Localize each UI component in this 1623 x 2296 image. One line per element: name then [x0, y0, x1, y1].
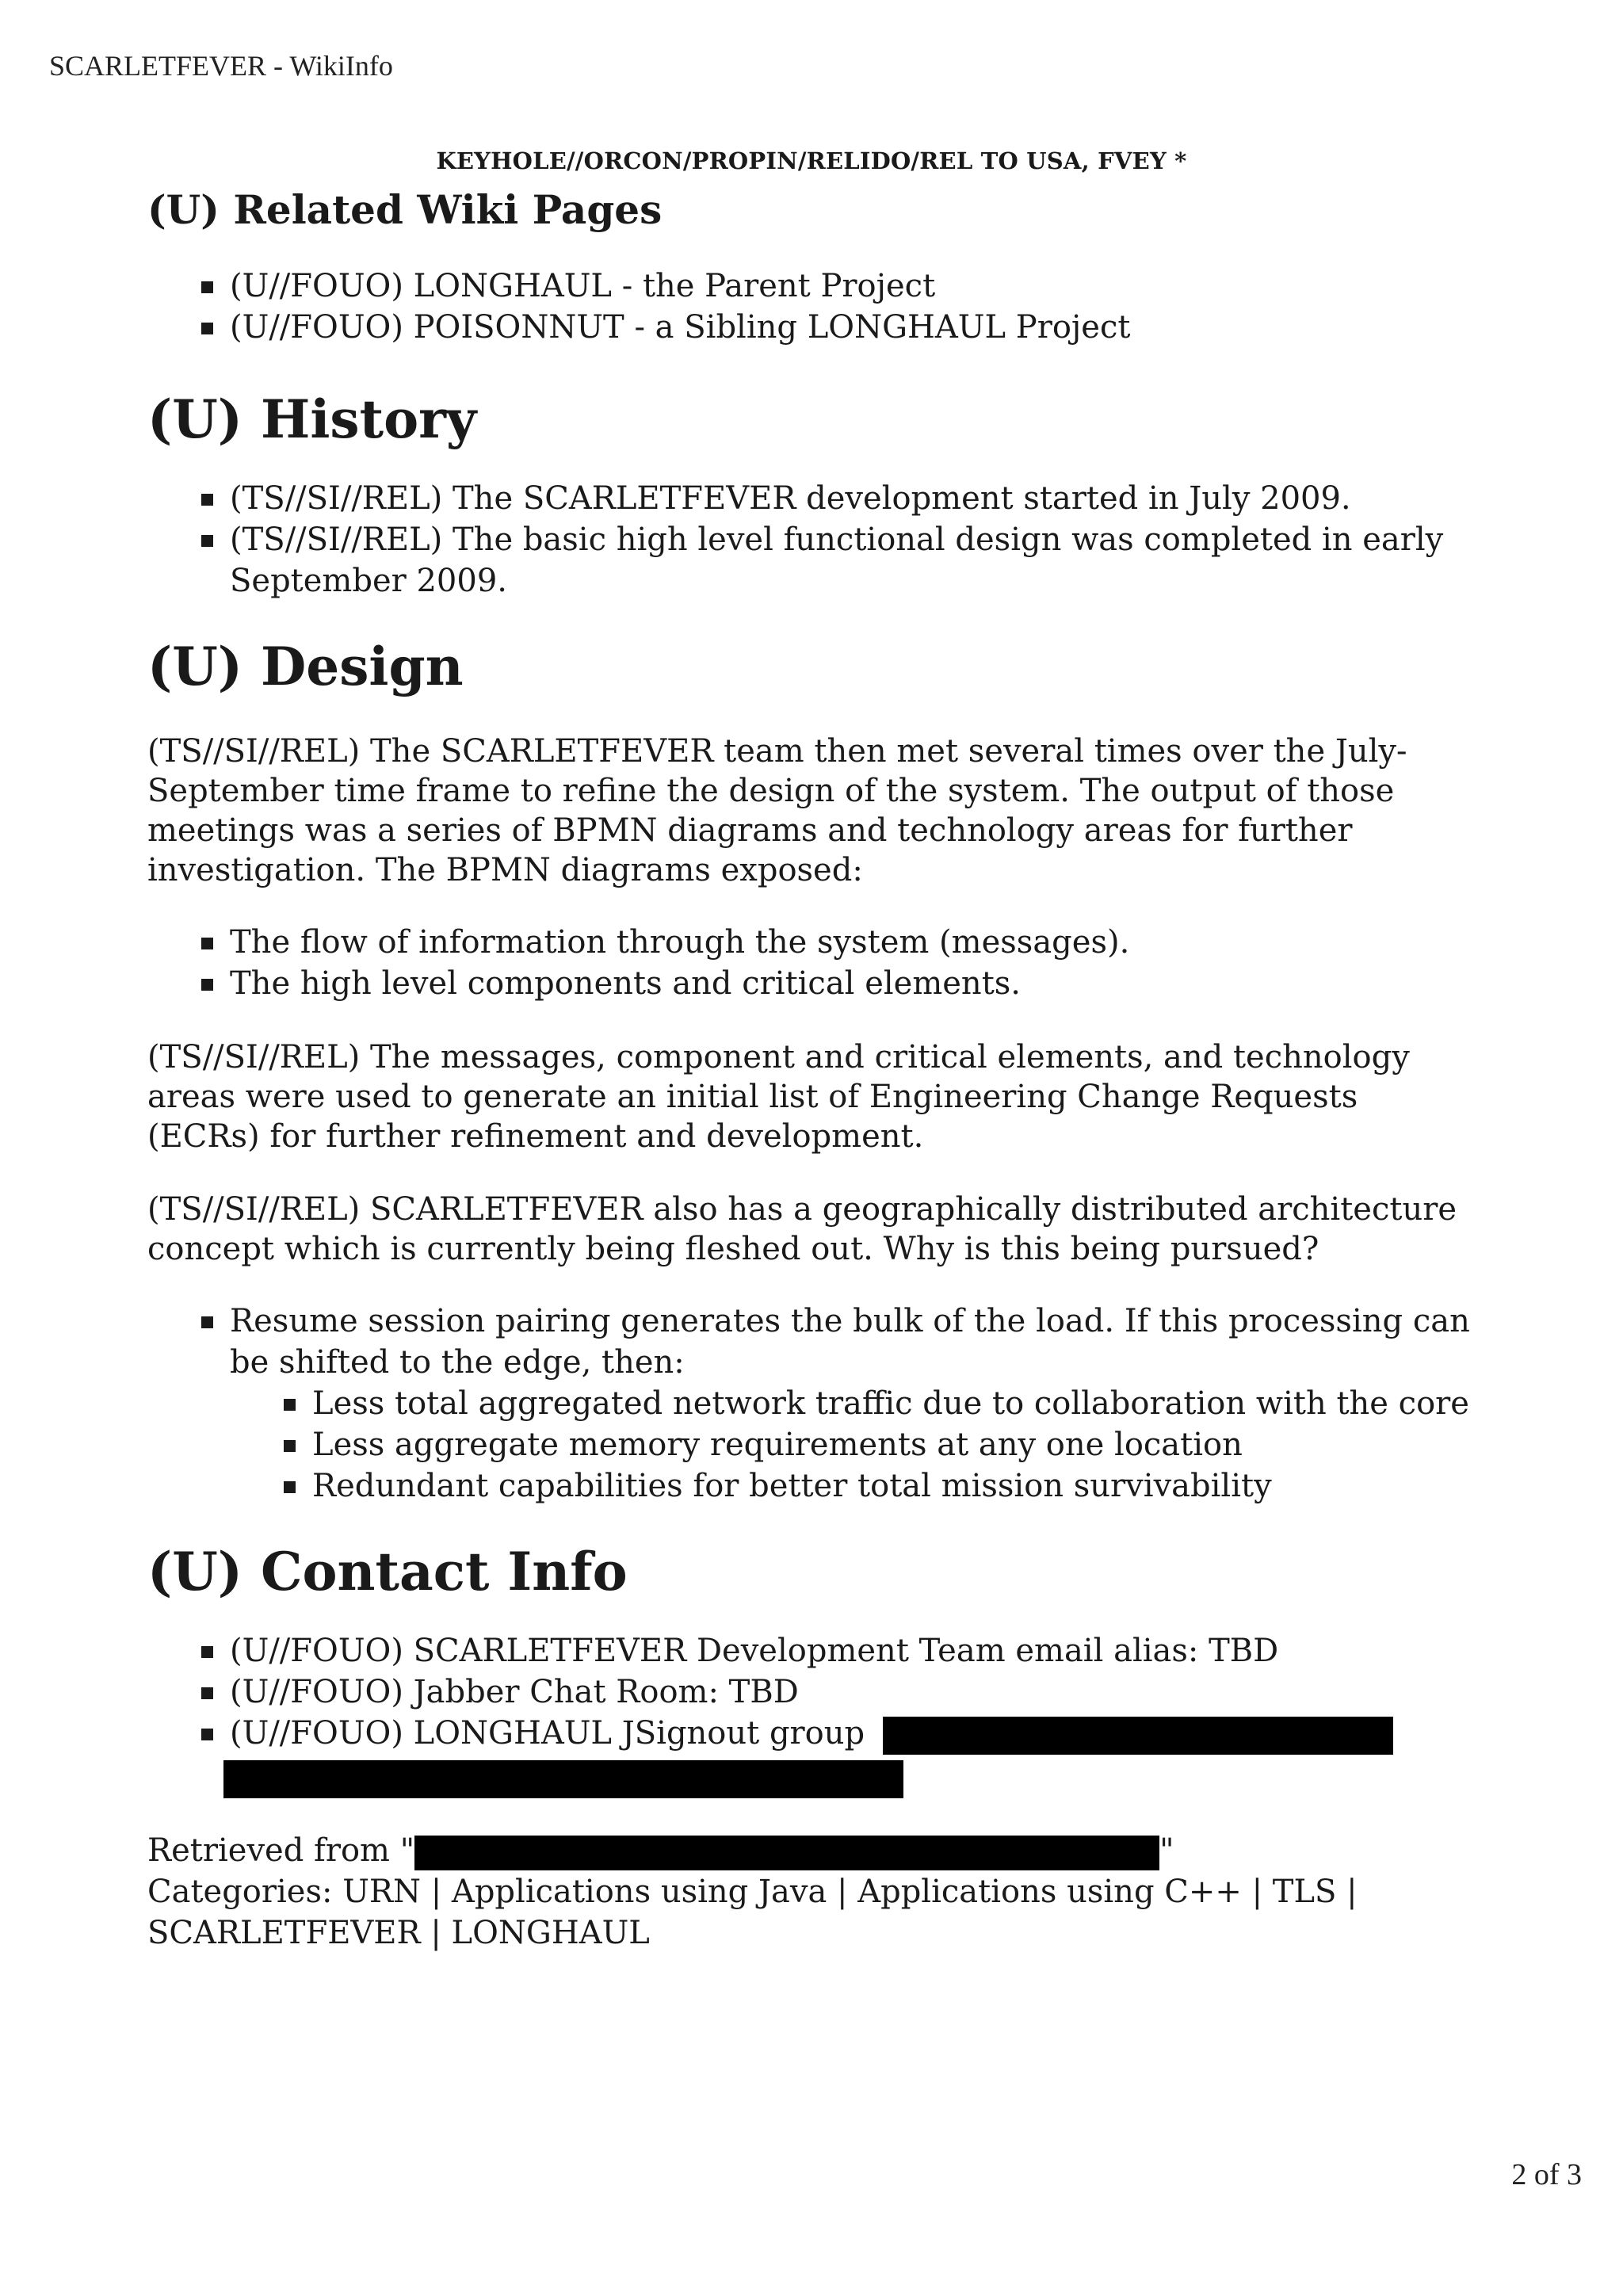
related-list — [147, 266, 1479, 348]
contact-list — [147, 1630, 1479, 1798]
contact-heading: (U) Contact Info — [147, 1541, 628, 1603]
redaction-bar — [883, 1717, 1393, 1755]
classification-banner: KEYHOLE//ORCON/PROPIN/RELIDO/REL TO USA, FVEY * — [436, 147, 1187, 174]
design-sub-item: Less aggregate memory requirements at any one location — [312, 1424, 1479, 1465]
design-paragraph: (TS//SI//REL) The messages, component and critical elements, and technology areas were used to generate an initial list of Engineering Change Requests (ECRs) for further refinement and development. — [147, 1039, 1410, 1155]
design-sub-list — [230, 1383, 1479, 1507]
retrieved-suffix: " — [1159, 1832, 1174, 1869]
retrieved-from — [147, 1830, 1479, 1871]
retrieved-prefix: Retrieved from " — [147, 1832, 415, 1869]
design-list-item — [230, 1301, 1479, 1507]
design-list-item-text: Resume session pairing generates the bulk of the load. If this processing can be shifted to the edge, then: — [230, 1303, 1470, 1381]
design-sub-item: Less total aggregated network traffic due to collaboration with the core — [312, 1383, 1479, 1424]
design-paragraph: (TS//SI//REL) SCARLETFEVER also has a geographically distributed architecture concept which is currently being fleshed out. Why is this being pursued? — [147, 1191, 1457, 1267]
history-item: (TS//SI//REL) The basic high level functional design was completed in early September 2009. — [230, 519, 1479, 602]
contact-item: (U//FOUO) Jabber Chat Room: TBD — [230, 1671, 1479, 1713]
design-list-item: The high level components and critical elements. — [230, 963, 1479, 1004]
contact-item-text: (U//FOUO) LONGHAUL JSignout group — [230, 1715, 865, 1752]
history-item: (TS//SI//REL) The SCARLETFEVER development started in July 2009. — [230, 478, 1479, 519]
history-heading: (U) History — [147, 388, 477, 450]
history-list — [147, 478, 1479, 602]
design-list-item: The flow of information through the system (messages). — [230, 922, 1479, 963]
contact-item: (U//FOUO) SCARLETFEVER Development Team email alias: TBD — [230, 1630, 1479, 1671]
design-heading: (U) Design — [147, 636, 464, 697]
contact-item — [230, 1713, 1479, 1798]
page-content — [147, 186, 1479, 1954]
related-heading: (U) Related Wiki Pages — [147, 186, 663, 233]
related-link-poisonnut[interactable]: (U//FOUO) POISONNUT - a Sibling LONGHAUL Project — [230, 307, 1479, 348]
page-number: 2 of 3 — [1511, 2158, 1582, 2191]
redaction-bar — [223, 1760, 903, 1798]
redaction-bar — [414, 1836, 1159, 1870]
window-title: SCARLETFEVER - WikiInfo — [49, 50, 393, 82]
design-sub-item: Redundant capabilities for better total mission survivability — [312, 1465, 1479, 1507]
design-list — [147, 922, 1479, 1004]
related-link-longhaul[interactable]: (U//FOUO) LONGHAUL - the Parent Project — [230, 266, 1479, 307]
design-architecture-list — [147, 1301, 1479, 1507]
categories[interactable]: Categories: URN | Applications using Java | Applications using C++ | TLS | SCARLETFEVER | LONGHAUL — [147, 1874, 1358, 1951]
design-paragraph: (TS//SI//REL) The SCARLETFEVER team then met several times over the July-September time frame to refine the design of the system. The output of those meetings was a series of BPMN diagrams and technology areas for further investigation. The BPMN diagrams exposed: — [147, 733, 1407, 888]
